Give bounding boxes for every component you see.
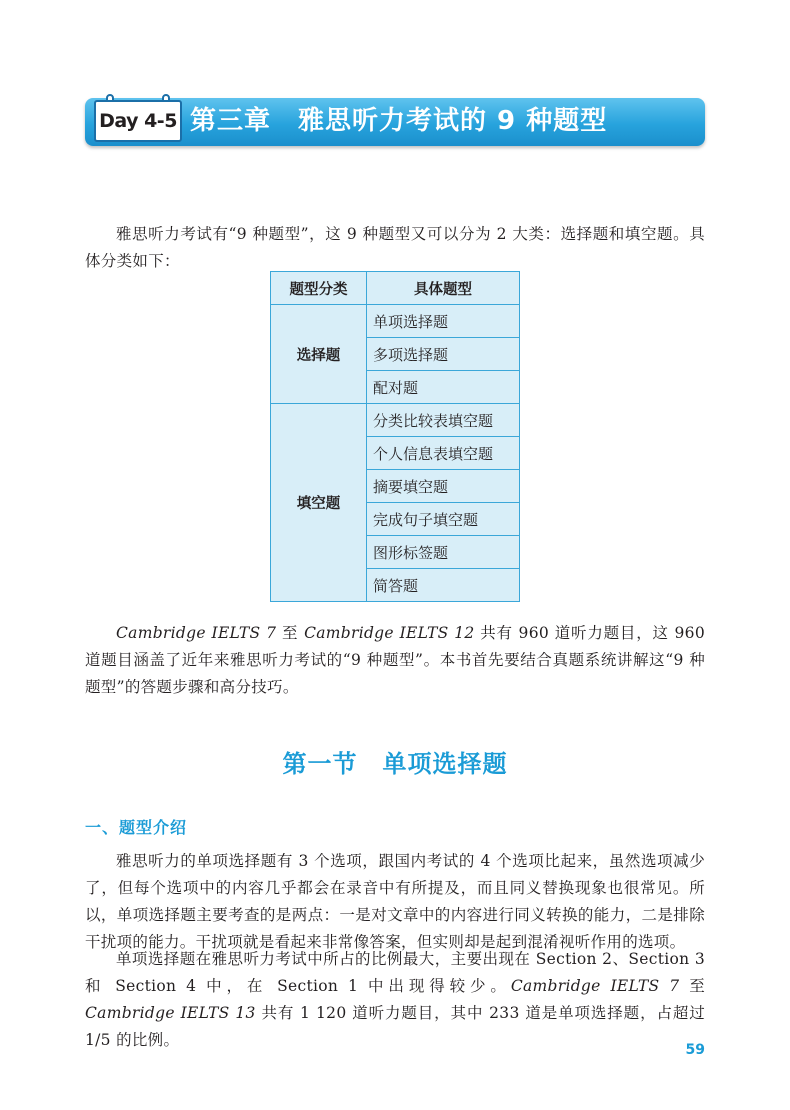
- type-cell: 多项选择题: [367, 338, 520, 371]
- type-cell: 分类比较表填空题: [367, 404, 520, 437]
- book-title: Cambridge IELTS 12: [304, 624, 475, 642]
- page-number: 59: [685, 1042, 705, 1058]
- category-cell: 填空题: [271, 404, 367, 602]
- books-paragraph: [85, 620, 705, 701]
- book-title: Cambridge IELTS 7: [116, 624, 277, 642]
- paragraph-text: 共有 960 道听力题目，这 960 道题目涵盖了近年来雅思听力考试的“9 种题型”。本书首先要结合真题系统讲解这“9 种题型”的答题步骤和高分技巧。: [85, 624, 705, 696]
- type-cell: 配对题: [367, 371, 520, 404]
- intro-paragraph: 雅思听力考试有“9 种题型”，这 9 种题型又可以分为 2 大类：选择题和填空题。具体分类如下：: [85, 225, 705, 270]
- table-header-row: [271, 272, 520, 305]
- type-cell: 完成句子填空题: [367, 503, 520, 536]
- proportion-paragraph: [85, 946, 705, 1054]
- paragraph-text: 共有 1 120 道听力题目，其中 233 道是单项选择题，占超过 1/5 的比例。: [85, 1004, 705, 1049]
- type-cell: 个人信息表填空题: [367, 437, 520, 470]
- table-header: 题型分类: [271, 272, 367, 305]
- table-header: 具体题型: [367, 272, 520, 305]
- type-cell: 图形标签题: [367, 536, 520, 569]
- intro-single-choice-paragraph: 雅思听力的单项选择题有 3 个选项，跟国内考试的 4 个选项比起来，虽然选项减少了，但每个选项中的内容几乎都会在录音中有所提及，而且同义替换现象也很常见。所以，单项选择题主要考查的是两点：一是对文章中的内容进行同义转换的能力，二是排除干扰项的能力。干扰项就是看起来非常像答案，但实则却是起到混淆视听作用的选项。: [85, 852, 705, 951]
- paragraph-text: 至: [679, 977, 706, 995]
- question-type-table: [270, 271, 520, 602]
- book-title: Cambridge IELTS 13: [85, 1004, 256, 1022]
- chapter-title: 第三章 雅思听力考试的 9 种题型: [190, 106, 608, 136]
- paragraph-text: 单项选择题在雅思听力考试中所占的比例最大，主要出现在 Section 2、Section 3 和 Section 4 中，在 Section 1 中出现得较少。: [85, 950, 705, 995]
- section-title: 第一节 单项选择题: [282, 750, 508, 778]
- table-row: [271, 305, 520, 338]
- type-cell: 简答题: [367, 569, 520, 602]
- category-cell: 选择题: [271, 305, 367, 404]
- type-cell: 摘要填空题: [367, 470, 520, 503]
- day-label: Day 4-5: [94, 100, 182, 142]
- type-cell: 单项选择题: [367, 305, 520, 338]
- paragraph-text: 至: [276, 624, 305, 642]
- book-title: Cambridge IELTS 7: [510, 977, 680, 995]
- subsection-title: 一、题型介绍: [85, 818, 188, 837]
- table-row: [271, 404, 520, 437]
